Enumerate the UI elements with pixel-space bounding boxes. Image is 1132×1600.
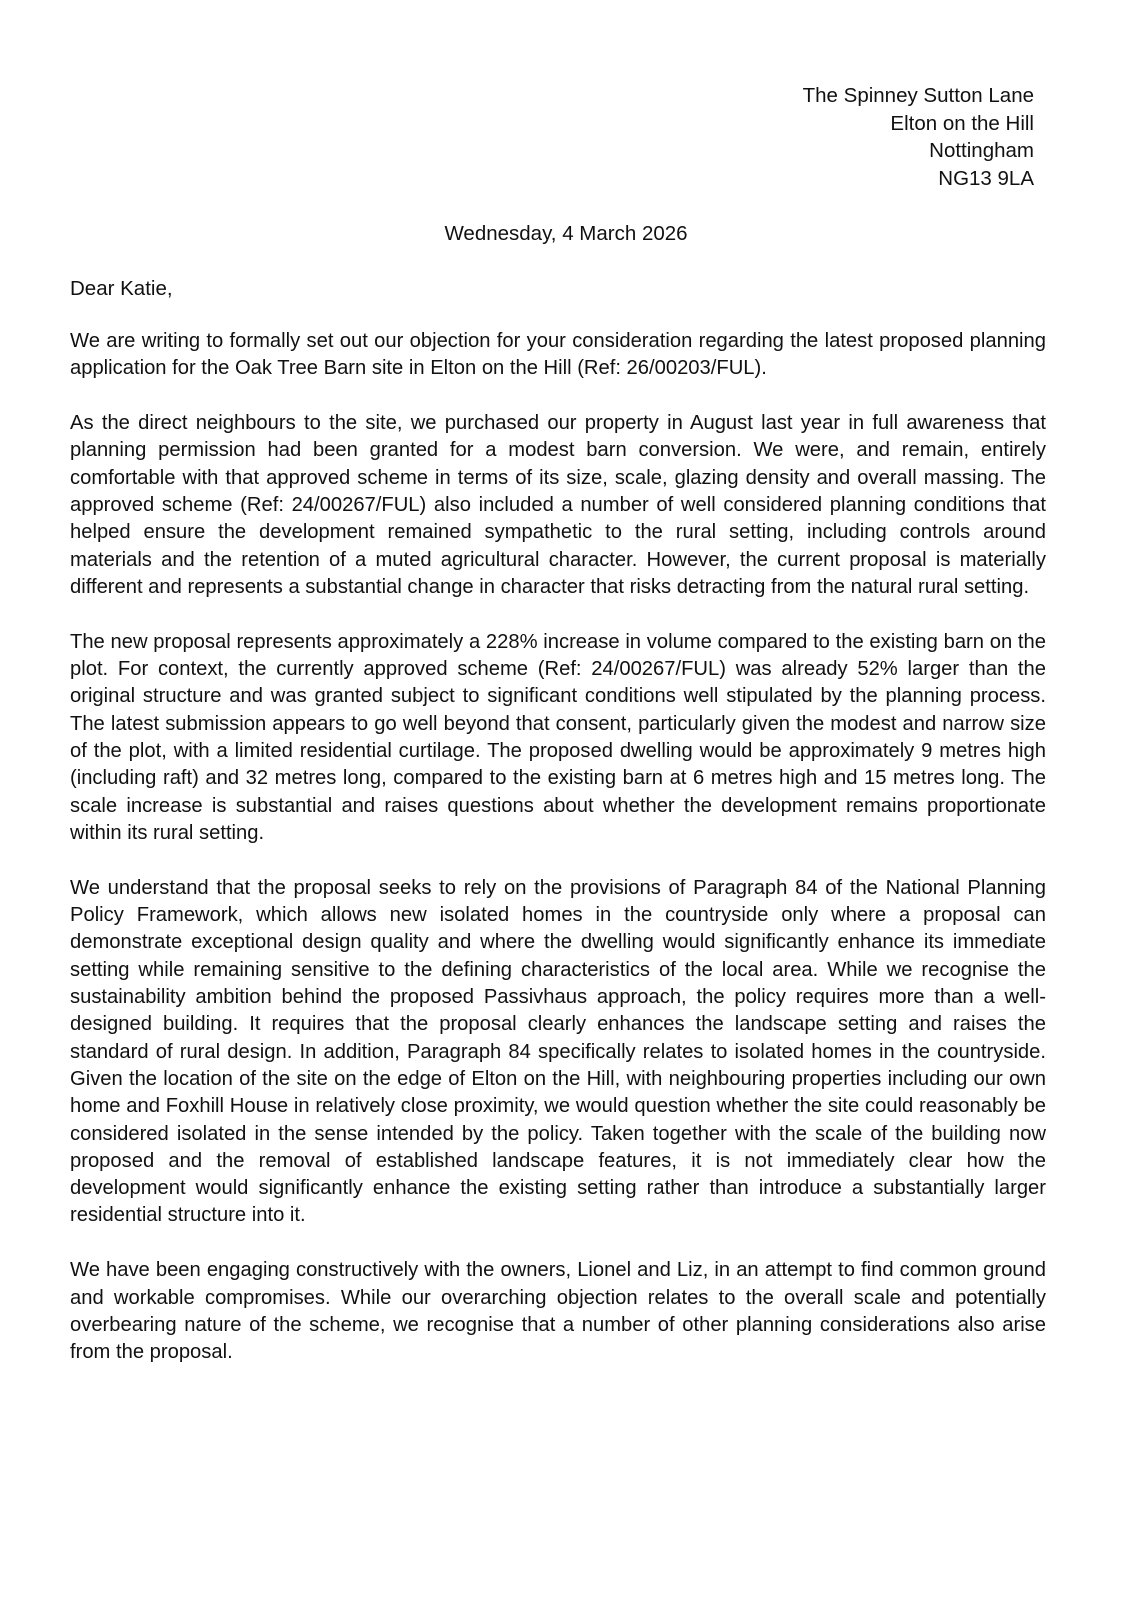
- salutation: Dear Katie,: [70, 277, 173, 300]
- address-line-village: Elton on the Hill: [890, 111, 1034, 135]
- letter-body: [70, 328, 1046, 1394]
- paragraph-background: As the direct neighbours to the site, we purchased our property in August last year in full awareness that planning permission had been granted for a modest barn conversion. We were, and remain, entirely comfortable with that approved scheme in terms of its size, scale, glazing density and overall massing. The approved scheme (Ref: 24/00267/FUL) also included a number of well considered planning conditions that helped ensure the development remained sympathetic to the rural setting, including controls around materials and the retention of a muted agricultural character. However, the current proposal is materially different and represents a substantial change in character that risks detracting from the natural rural setting.: [70, 412, 1046, 598]
- paragraph-intro: We are writing to formally set out our objection for your consideration regarding the latest proposed planning application for the Oak Tree Barn site in Elton on the Hill (Ref: 26/00203/FUL).: [70, 330, 1046, 380]
- address-line-postcode: NG13 9LA: [938, 166, 1034, 190]
- paragraph-policy: We understand that the proposal seeks to rely on the provisions of Paragraph 84 of the National Planning Policy Framework, which allows new isolated homes in the countryside only where a proposal can demonstrate exceptional design quality and where the dwelling would significantly enhance its immediate setting while remaining sensitive to the defining characteristics of the local area. While we recognise the sustainability ambition behind the proposed Passivhaus approach, the policy requires more than a well-designed building. It requires that the proposal clearly enhances the landscape setting and raises the standard of rural design. In addition, Paragraph 84 specifically relates to isolated homes in the countryside. Given the location of the site on the edge of Elton on the Hill, with neighbouring properties including our own home and Foxhill House in relatively close proximity, we would question whether the site could reasonably be considered isolated in the sense intended by the policy. Taken together with the scale of the building now proposed and the removal of established landscape features, it is not immediately clear how the development would significantly enhance the existing setting rather than introduce a substantially larger residential structure into it.: [70, 876, 1046, 1227]
- address-line-house: The Spinney Sutton Lane: [802, 84, 1034, 107]
- sender-address: [803, 82, 1034, 192]
- address-line-city: Nottingham: [929, 139, 1034, 162]
- paragraph-engagement: We have been engaging constructively with the owners, Lionel and Liz, in an attempt to find common ground and workable compromises. While our overarching objection relates to the overall scale and potentially overbearing nature of the scheme, we recognise that a number of other planning considerations also arise from the proposal.: [70, 1259, 1046, 1364]
- letter-date: Wednesday, 4 March 2026: [444, 222, 688, 245]
- paragraph-scale: The new proposal represents approximately a 228% increase in volume compared to the existing barn on the plot. For context, the currently approved scheme (Ref: 24/00267/FUL) was already 52% larger than the original structure and was granted subject to significant conditions well stipulated by the planning process. The latest submission appears to go well beyond that consent, particularly given the modest and narrow size of the plot, with a limited residential curtilage. The proposed dwelling would be approximately 9 metres high (including raft) and 32 metres long, compared to the existing barn at 6 metres high and 15 metres long. The scale increase is substantial and raises questions about whether the development remains proportionate within its rural setting.: [70, 630, 1046, 844]
